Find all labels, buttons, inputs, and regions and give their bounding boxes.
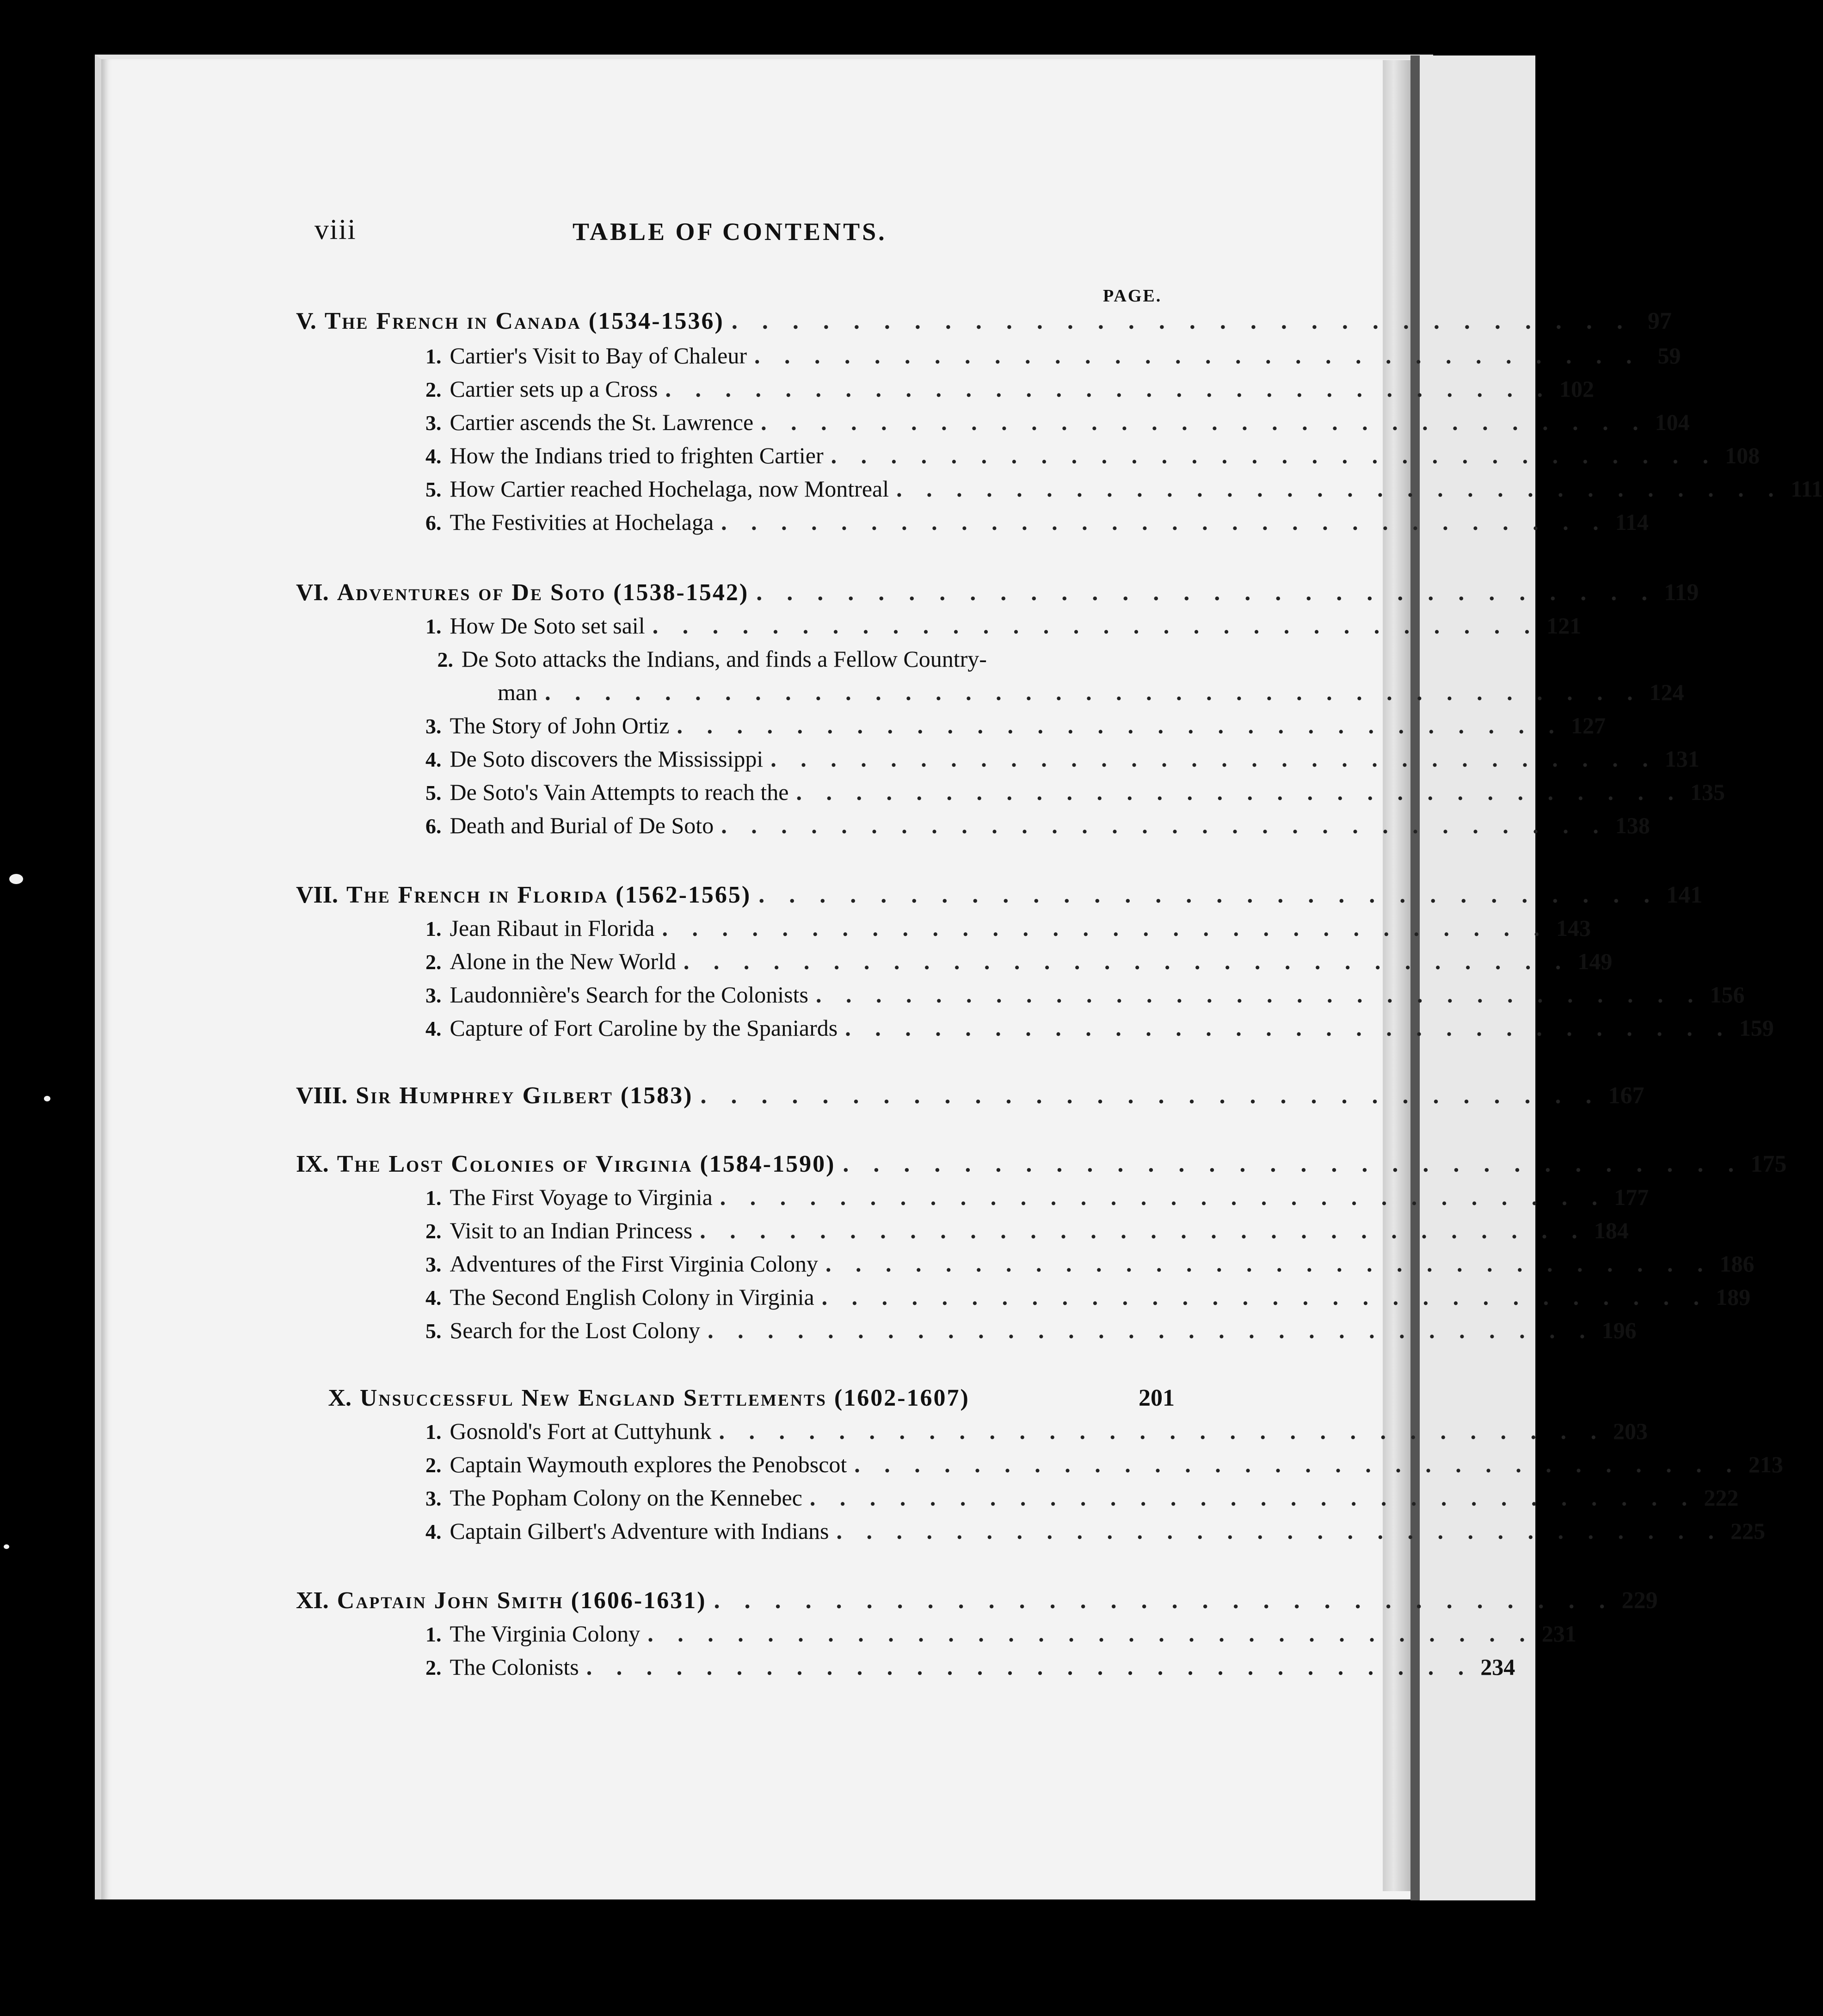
section-number: 4. [425,444,442,468]
toc-section [425,1418,1648,1448]
section-title: Death and Burial of De Soto [450,812,714,838]
section-number: 2. [425,1656,442,1679]
toc-section [425,1184,1649,1214]
chapter-title: The French in Canada (1534-1536) [324,308,724,334]
section-title: The Festivities at Hochelaga [450,509,714,535]
section-title: De Soto's Vain Attempts to reach the [450,779,789,805]
dot-leader: . . . . . . . . . . . . . . . . . . . . . . . . . . . . . . [731,308,1632,334]
dot-leader: . . . . . . . . . . . . . . . . . . . . . . . . . . . . . . [770,746,1657,772]
dot-leader: . . . . . . . . . . . . . . . . . . . . . . . . . . . . . . [896,476,1783,502]
section-title: Laudonnière's Search for the Colonists [450,982,808,1008]
chapter-title: The French in Florida (1562-1565) [346,882,751,908]
dot-leader: . . . . . . . . . . . . . . . . . . . . . . . . . . . . . . [845,1015,1732,1041]
page-number: 213 [1748,1451,1783,1477]
page-number: 231 [1541,1621,1577,1647]
section-title: How the Indians tried to frighten Cartier [450,443,824,468]
page-number: 175 [1750,1151,1787,1177]
section-title: Gosnold's Fort at Cuttyhunk [450,1418,712,1444]
section-number: 6. [425,511,442,535]
page-number: 138 [1615,812,1650,838]
section-title: The Second English Colony in Virginia [450,1284,814,1310]
toc-section [425,745,1700,776]
section-number: 1. [425,1623,442,1646]
section-title: De Soto attacks the Indians, and finds a Fellow Country- [462,646,987,672]
section-number: 2. [425,1453,442,1477]
page-number: 196 [1601,1317,1637,1343]
section-title: Capture of Fort Caroline by the Spaniards [450,1015,838,1041]
dot-leader: . . . . . . . . . . . . . . . . . . . . . . . . . . . . . . [652,613,1540,639]
dot-leader: . . . . . . . . . . . . . . . . . . . . . . . . . . . . . . [700,1217,1587,1243]
section-number: 3. [425,411,442,435]
page-folio: viii [314,214,357,246]
section-title: Visit to an Indian Princess [450,1217,693,1243]
toc-section [425,1518,1765,1548]
chapter-number: VIII. [296,1082,348,1109]
toc-section [425,1317,1637,1347]
page-number: 111 [1791,476,1823,502]
section-number: 6. [425,814,442,838]
toc-section [425,812,1650,842]
section-number: 3. [425,1487,442,1510]
section-number: 1. [425,615,442,638]
dot-leader: . . . . . . . . . . . . . . . . . . . . . . . . . . . . . . [843,1151,1743,1177]
chapter-number: XI. [296,1587,329,1614]
section-title: How De Soto set sail [450,613,645,639]
section-title: Cartier ascends the St. Lawrence [450,409,754,435]
section-number: 1. [425,344,442,368]
toc-section-continuation [498,679,1684,709]
page-number: 59 [1657,343,1681,369]
dot-leader: . . . . . . . . . . . . . . . . . . . . . . . . . . . . . . [816,982,1703,1008]
section-title: Alone in the New World [450,948,676,974]
page-number: 203 [1613,1418,1648,1444]
chapter-number: V. [296,308,316,334]
section-number: 2. [437,648,453,671]
section-title: The Popham Colony on the Kennebec [450,1485,802,1511]
page-column-label: PAGE. [1103,286,1162,306]
section-number: 4. [425,1017,442,1040]
page-number: 124 [1649,679,1684,705]
section-title: De Soto discovers the Mississippi [450,746,764,772]
section-number: 2. [425,1219,442,1243]
section-title: Adventures of the First Virginia Colony [450,1251,818,1277]
chapter-number: VI. [296,579,329,606]
page-number: 177 [1614,1184,1649,1210]
dot-leader: . . . . . . . . . . . . . . . . . . . . . . . . . . . . . . [809,1485,1697,1511]
toc-chapter [296,579,1699,609]
page-number: 135 [1690,779,1725,805]
page-number: 97 [1647,308,1672,334]
toc-section [425,612,1582,643]
toc-section [425,1620,1577,1651]
section-number: 4. [425,1286,442,1309]
scan-speck [9,874,23,884]
page-number: 159 [1739,1015,1774,1041]
chapter-title: Unsuccessful New England Settlements (1602-1607) [360,1385,970,1411]
section-title: The Virginia Colony [450,1621,641,1647]
section-number: 1. [425,917,442,940]
section-title: The Story of John Ortiz [450,713,670,738]
page-number: 189 [1716,1284,1751,1310]
scan-speck [44,1096,50,1101]
section-title: Jean Ribaut in Florida [450,915,655,941]
dot-leader: . . . . . . . . . . . . . . . . . . . . . . . . . . . . . . [754,343,1641,369]
toc-section [425,948,1613,978]
section-number: 5. [425,478,442,501]
toc-section [425,1217,1629,1248]
toc-section [425,375,1594,406]
dot-leader: . . . . . . . . . . . . . . . . . . . . . . . . . . . . . . [683,948,1570,974]
toc-section [425,915,1591,945]
dot-leader: . . . . . . . . . . . . . . . . . . . . . . . . . . . . . . [700,1082,1601,1109]
section-title: Captain Waymouth explores the Penobscot [450,1451,847,1477]
section-title-continuation: man [498,679,538,705]
section-number: 1. [425,1186,442,1210]
chapter-number: IX. [296,1151,329,1177]
page-number: 149 [1577,948,1613,974]
page-number: 131 [1664,746,1700,772]
page-number: 234 [1480,1654,1515,1680]
dot-leader: . . . . . . . . . . . . . . . . . . . . . . . . . . . . . . [821,1284,1709,1310]
chapter-title: Adventures of De Soto (1538-1542) [337,579,749,606]
toc-section [425,645,1175,676]
page-number: 114 [1615,509,1649,535]
page-number: 127 [1570,713,1606,738]
chapter-title: Sir Humphrey Gilbert (1583) [356,1082,693,1109]
chapter-number: VII. [296,882,339,908]
dot-leader: . . . . . . . . . . . . . . . . . . . . . . . . . . . . . . [854,1451,1741,1477]
dot-leader: . . . . . . . . . . . . . . . . . . . . . . . . . . . . . . [719,1418,1606,1444]
page-number: 156 [1710,982,1745,1008]
dot-leader: . . . . . . . . . . . . . . . . . . . . . . . . . . . . . . [836,1518,1723,1544]
section-title: Cartier's Visit to Bay of Chaleur [450,343,747,369]
toc-section [425,509,1649,539]
running-head: TABLE OF CONTENTS. [573,218,887,246]
toc-section [425,475,1823,506]
toc-section [425,1484,1739,1515]
chapter-title: The Lost Colonies of Virginia (1584-1590) [337,1151,836,1177]
dot-leader: . . . . . . . . . . . . . . . . . . . . . . . . . . . . . . [758,882,1659,908]
section-number: 2. [425,378,442,401]
toc-section [425,981,1745,1012]
dot-leader: . . . . . . . . . . . . . . . . . . . . . . . . . . . . . . [831,443,1718,468]
page-number: 222 [1704,1485,1739,1511]
dot-leader: . . . . . . . . . . . . . . . . . . . . . . . . . . . . . . [647,1621,1534,1647]
dot-leader: . . . . . . . . . . . . . . . . . . . . . . . . . . . . . . [796,779,1683,805]
page-number: 141 [1666,882,1703,908]
page-number: 225 [1730,1518,1765,1544]
page-number: 229 [1621,1587,1658,1614]
page-number: 108 [1725,443,1760,468]
section-number: 3. [425,714,442,738]
dot-leader: . . . . . . . . . . . . . . . . . . . . . . . . . . . . . . [677,713,1564,738]
dot-leader: . . . . . . . . . . . . . . . . . . . . . . . . . . . . . . [721,509,1608,535]
section-title: Search for the Lost Colony [450,1317,701,1343]
toc-section [425,1451,1783,1481]
toc-section [425,1284,1751,1314]
chapter-number: X. [328,1385,351,1411]
section-number: 2. [425,950,442,974]
toc-chapter [296,1150,1787,1181]
dot-leader: . . . . . . . . . . . . . . . . . . . . . . . . . . . . . . [761,409,1648,435]
section-number: 5. [425,781,442,805]
section-number: 4. [425,1520,442,1543]
section-number: 5. [425,1319,442,1343]
dot-leader: . . . . . . . . . . . . . . . . . . . . . . . . . . . . . . [586,1654,1473,1680]
page-number: 121 [1546,613,1582,639]
toc-section [425,1250,1755,1281]
page-number: 184 [1594,1217,1629,1243]
toc-chapter [296,1082,1644,1112]
dot-leader: . . . . . . . . . . . . . . . . . . . . . . . . . . . . . . [756,579,1657,606]
toc-chapter [296,1587,1658,1617]
section-number: 1. [425,1420,442,1444]
page-number: 104 [1655,409,1690,435]
toc-chapter [296,307,1672,338]
dot-leader: . . . . . . . . . . . . . . . . . . . . . . . . . . . . . . [721,812,1608,838]
section-number: 4. [425,748,442,771]
dot-leader: . . . . . . . . . . . . . . . . . . . . . . . . . . . . . . [665,376,1552,402]
section-title: How Cartier reached Hochelaga, now Montreal [450,476,889,502]
page-number: 167 [1608,1082,1644,1109]
dot-leader: . . . . . . . . . . . . . . . . . . . . . . . . . . . . . . [714,1587,1614,1614]
dot-leader: . . . . . . . . . . . . . . . . . . . . . . . . . . . . . . [825,1251,1712,1277]
page-number: 102 [1559,376,1594,402]
dot-leader: . . . . . . . . . . . . . . . . . . . . . . . . . . . . . . [662,915,1549,941]
dot-leader: . . . . . . . . . . . . . . . . . . . . . . . . . . . . . . [720,1184,1607,1210]
page-gutter-edge [1383,60,1410,1891]
scan-speck [4,1544,9,1549]
toc-section [425,342,1681,373]
section-number: 3. [425,983,442,1007]
dot-leader: . . . . . . . . . . . . . . . . . . . . . . . . . . . . . . . . . . . . . [545,679,1642,705]
page-number: 201 [1139,1385,1175,1411]
chapter-title: Captain John Smith (1606-1631) [337,1587,707,1614]
section-title: Captain Gilbert's Adventure with Indians [450,1518,829,1544]
section-title: The First Voyage to Virginia [450,1184,713,1210]
dot-leader: . . . . . . . . . . . . . . . . . . . . . . . . . . . . . . [708,1317,1595,1343]
page-number: 143 [1556,915,1591,941]
toc-chapter [296,881,1703,912]
toc-section [425,1014,1774,1045]
toc-section [425,409,1690,439]
toc-section [425,442,1760,473]
page-number: 119 [1664,579,1699,606]
toc-section [425,712,1606,743]
toc-chapter [296,1384,1175,1415]
toc-section [425,1653,1515,1684]
page-number: 186 [1719,1251,1755,1277]
section-number: 3. [425,1253,442,1276]
toc-section [425,779,1725,809]
section-title: Cartier sets up a Cross [450,376,658,402]
section-title: The Colonists [450,1654,579,1680]
